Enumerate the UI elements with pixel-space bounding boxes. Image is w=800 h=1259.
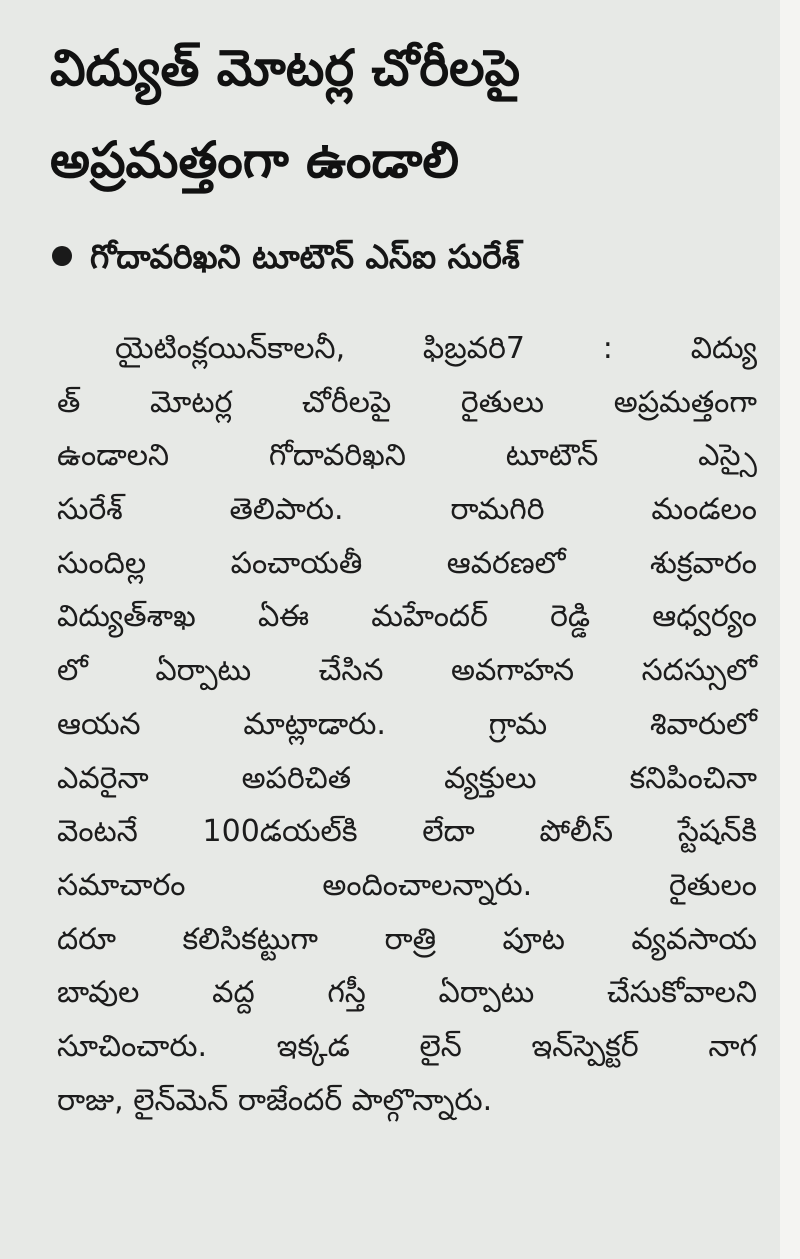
- bullet-icon: [52, 246, 72, 266]
- body-line: ఆయన మాట్లాడారు. గ్రామ శివారులో: [57, 706, 757, 742]
- page-margin: [780, 0, 800, 1259]
- body-line: విద్యుత్‌శాఖ ఏఈ మహేందర్ రెడ్డి ఆధ్వర్యం: [57, 599, 757, 635]
- body-line: సమాచారం అందించాలన్నారు. రైతులం: [57, 867, 757, 903]
- subheading-text: గోదావరిఖని టూటౌన్ ఎస్ఐ సురేశ్: [90, 237, 520, 276]
- headline-line-2: అప్రమత్తంగా ఉండాలి: [50, 131, 460, 189]
- body-line: వెంటనే 100డయల్‌కి లేదా పోలీస్ స్టేషన్‌కి: [57, 814, 757, 850]
- body-line: లో ఏర్పాటు చేసిన అవగాహన సదస్సులో: [57, 653, 757, 689]
- article-subheading: [52, 232, 762, 282]
- body-line: త్ మోటర్ల చోరీలపై రైతులు అప్రమత్తంగా: [57, 384, 757, 420]
- body-line: యైటింక్లయిన్‌కాలనీ, ఫిబ్రవరి7 : విద్యు: [115, 331, 757, 366]
- body-line: రాజు, లైన్‌మెన్ రాజేందర్ పాల్గొన్నారు.: [57, 1082, 493, 1118]
- body-line: ఉండాలని గోదావరిఖని టూటౌన్ ఎస్సై: [57, 438, 757, 474]
- body-line: ఎవరైనా అపరిచిత వ్యక్తులు కనిపించినా: [57, 760, 757, 796]
- body-line: సుందిల్ల పంచాయతీ ఆవరణలో శుక్రవారం: [57, 545, 757, 581]
- body-line: సురేశ్ తెలిపారు. రామగిరి మండలం: [57, 492, 757, 528]
- headline-line-1: విద్యుత్ మోటర్ల చోరీలపై: [50, 39, 521, 97]
- article-headline: [50, 22, 760, 206]
- body-line: సూచించారు. ఇక్కడ లైన్ ఇన్‌స్పెక్టర్ నాగ: [57, 1028, 757, 1064]
- body-line: బావుల వద్ద గస్తీ ఏర్పాటు చేసుకోవాలని: [57, 975, 757, 1011]
- article-body: [57, 322, 757, 1127]
- body-line: దరూ కలిసికట్టుగా రాత్రి పూట వ్యవసాయ: [57, 921, 757, 957]
